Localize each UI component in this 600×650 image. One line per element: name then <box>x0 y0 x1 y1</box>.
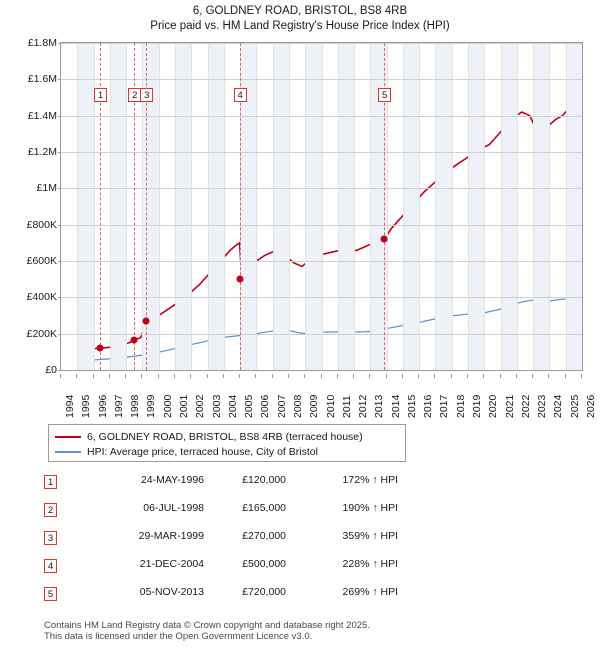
x-tick-label: 2008 <box>291 394 304 418</box>
y-tick-label: £800K <box>26 218 57 231</box>
row-price: £165,000 <box>242 502 286 514</box>
row-badge: 5 <box>44 587 57 601</box>
gridline-vertical <box>549 43 550 370</box>
gridline-vertical <box>159 43 160 370</box>
table-row <box>44 470 444 498</box>
event-marker-dot <box>143 317 150 324</box>
year-band <box>566 43 582 370</box>
gridline-vertical <box>273 43 274 370</box>
row-price: £120,000 <box>242 474 286 486</box>
row-hpi-delta: 228% ↑ HPI <box>342 558 398 570</box>
gridline-vertical <box>305 43 306 370</box>
x-tick-label: 2006 <box>259 394 272 418</box>
title-line-1: 6, GOLDNEY ROAD, BRISTOL, BS8 4RB <box>192 5 408 17</box>
x-tick-mark <box>532 374 533 378</box>
legend-swatch-hpi <box>55 451 81 453</box>
x-tick-label: 1999 <box>145 394 158 418</box>
footer <box>44 620 574 642</box>
gridline-vertical <box>256 43 257 370</box>
table-row <box>44 526 444 554</box>
legend-label-hpi: HPI: Average price, terraced house, City of Bristol <box>87 446 318 458</box>
x-tick-label: 2023 <box>536 394 549 418</box>
gridline-horizontal <box>61 188 582 189</box>
gridline-vertical <box>338 43 339 370</box>
row-price: £500,000 <box>242 558 286 570</box>
plot-area <box>60 42 583 371</box>
year-band <box>208 43 224 370</box>
x-tick-label: 2010 <box>324 394 337 418</box>
gridline-vertical <box>435 43 436 370</box>
x-tick-label: 2012 <box>357 394 370 418</box>
event-marker-badge: 5 <box>378 88 391 102</box>
gridline-vertical <box>468 43 469 370</box>
y-tick-label: £1.6M <box>27 73 57 86</box>
event-marker-badge: 2 <box>128 88 141 102</box>
x-tick-mark <box>207 374 208 378</box>
x-tick-label: 2018 <box>454 394 467 418</box>
x-tick-mark <box>93 374 94 378</box>
y-tick-label: £1.2M <box>27 146 57 158</box>
gridline-vertical <box>501 43 502 370</box>
x-tick-mark <box>174 374 175 378</box>
y-tick-label: £1M <box>36 182 57 195</box>
gridline-horizontal <box>61 334 582 335</box>
x-tick-label: 2019 <box>471 394 484 418</box>
y-tick-label: £600K <box>26 255 57 267</box>
x-tick-mark <box>223 374 224 378</box>
x-tick-label: 2013 <box>373 394 386 418</box>
row-hpi-delta: 172% ↑ HPI <box>342 474 398 486</box>
x-tick-mark <box>548 374 549 378</box>
table-row <box>44 554 444 582</box>
row-badge: 1 <box>44 475 57 489</box>
event-marker-dot <box>97 345 104 352</box>
event-marker-dot <box>131 337 138 344</box>
legend-swatch-property <box>55 436 81 438</box>
legend-label-property: 6, GOLDNEY ROAD, BRISTOL, BS8 4RB (terraced house) <box>87 431 363 443</box>
x-tick-mark <box>483 374 484 378</box>
x-tick-label: 2017 <box>438 394 451 418</box>
x-tick-mark <box>304 374 305 378</box>
year-band <box>305 43 321 370</box>
gridline-vertical <box>566 43 567 370</box>
x-tick-mark <box>516 374 517 378</box>
gridline-vertical <box>191 43 192 370</box>
x-tick-label: 1994 <box>64 394 76 418</box>
x-tick-mark <box>60 374 61 378</box>
gridline-vertical <box>582 43 583 370</box>
x-axis <box>60 374 597 420</box>
x-tick-mark <box>158 374 159 378</box>
gridline-horizontal <box>61 261 582 262</box>
x-tick-mark <box>500 374 501 378</box>
x-tick-label: 2022 <box>519 394 532 418</box>
row-hpi-delta: 190% ↑ HPI <box>342 502 398 514</box>
gridline-horizontal <box>61 43 582 44</box>
x-tick-label: 2021 <box>503 394 516 418</box>
x-tick-mark <box>141 374 142 378</box>
event-marker-badge: 1 <box>94 88 107 102</box>
x-tick-mark <box>451 374 452 378</box>
gridline-vertical <box>110 43 111 370</box>
y-axis <box>0 37 57 376</box>
year-band <box>403 43 419 370</box>
year-band <box>435 43 451 370</box>
gridline-horizontal <box>61 152 582 153</box>
y-tick-label: £1.4M <box>27 109 57 122</box>
year-band <box>273 43 289 370</box>
gridline-vertical <box>484 43 485 370</box>
gridline-vertical <box>289 43 290 370</box>
gridline-vertical <box>77 43 78 370</box>
x-tick-mark <box>369 374 370 378</box>
event-marker-badge: 3 <box>140 88 153 102</box>
row-date: 21-DEC-2004 <box>139 558 204 570</box>
x-tick-mark <box>386 374 387 378</box>
page-title <box>0 4 600 34</box>
row-hpi-delta: 359% ↑ HPI <box>342 530 398 542</box>
row-date: 24-MAY-1996 <box>140 474 204 486</box>
x-tick-label: 2004 <box>226 394 239 418</box>
gridline-vertical <box>403 43 404 370</box>
row-badge: 2 <box>44 503 57 517</box>
table-row <box>44 582 444 610</box>
x-tick-mark <box>434 374 435 378</box>
year-band <box>175 43 191 370</box>
row-date: 05-NOV-2013 <box>139 586 204 598</box>
x-tick-label: 2000 <box>161 394 174 418</box>
x-tick-label: 2009 <box>308 394 321 418</box>
x-tick-label: 1995 <box>80 394 93 418</box>
footer-line-2: This data is licensed under the Open Government Licence v3.0. <box>44 631 313 642</box>
x-tick-label: 2005 <box>243 394 256 418</box>
x-tick-label: 2026 <box>585 394 597 418</box>
year-band <box>77 43 93 370</box>
x-tick-mark <box>272 374 273 378</box>
gridline-vertical <box>322 43 323 370</box>
x-tick-label: 2020 <box>487 394 500 418</box>
year-band <box>533 43 549 370</box>
x-tick-mark <box>288 374 289 378</box>
x-tick-mark <box>565 374 566 378</box>
x-tick-label: 2016 <box>422 394 435 418</box>
gridline-horizontal <box>61 225 582 226</box>
year-band <box>338 43 354 370</box>
row-badge: 4 <box>44 559 57 573</box>
table-row <box>44 498 444 526</box>
y-tick-label: £0 <box>45 364 57 376</box>
x-tick-mark <box>321 374 322 378</box>
gridline-vertical <box>126 43 127 370</box>
x-tick-mark <box>255 374 256 378</box>
row-date: 29-MAR-1999 <box>138 530 204 542</box>
year-band <box>468 43 484 370</box>
x-tick-mark <box>109 374 110 378</box>
x-tick-mark <box>581 374 582 378</box>
x-tick-label: 2014 <box>389 394 402 418</box>
year-band <box>501 43 517 370</box>
x-tick-label: 2002 <box>194 394 207 418</box>
x-tick-label: 1998 <box>129 394 142 418</box>
row-price: £720,000 <box>242 586 286 598</box>
transactions-table <box>44 470 444 610</box>
gridline-vertical <box>533 43 534 370</box>
event-marker-dot <box>381 236 388 243</box>
chart-legend <box>48 424 406 462</box>
gridline-horizontal <box>61 297 582 298</box>
x-tick-label: 1997 <box>112 394 125 418</box>
gridline-vertical <box>208 43 209 370</box>
title-line-2: Price paid vs. HM Land Registry's House Price Index (HPI) <box>150 20 450 32</box>
y-tick-label: £200K <box>26 327 57 340</box>
gridline-vertical <box>370 43 371 370</box>
x-tick-mark <box>418 374 419 378</box>
x-tick-label: 2001 <box>177 394 190 418</box>
x-tick-mark <box>125 374 126 378</box>
x-tick-label: 1996 <box>96 394 109 418</box>
legend-item <box>55 430 399 444</box>
x-tick-mark <box>76 374 77 378</box>
x-tick-label: 2015 <box>405 394 418 418</box>
year-band <box>110 43 126 370</box>
event-marker-dot <box>236 276 243 283</box>
x-tick-label: 2024 <box>552 394 565 418</box>
y-tick-label: £1.8M <box>27 37 57 49</box>
x-tick-mark <box>190 374 191 378</box>
x-tick-mark <box>467 374 468 378</box>
x-tick-mark <box>239 374 240 378</box>
x-tick-mark <box>353 374 354 378</box>
x-tick-label: 2003 <box>210 394 223 418</box>
footer-line-1: Contains HM Land Registry data © Crown copyright and database right 2025. <box>44 620 370 631</box>
gridline-vertical <box>517 43 518 370</box>
gridline-horizontal <box>61 116 582 117</box>
row-price: £270,000 <box>242 530 286 542</box>
x-tick-mark <box>402 374 403 378</box>
row-date: 06-JUL-1998 <box>143 502 204 514</box>
y-tick-label: £400K <box>26 291 57 304</box>
gridline-vertical <box>452 43 453 370</box>
x-tick-label: 2025 <box>568 394 581 418</box>
row-badge: 3 <box>44 531 57 545</box>
x-tick-label: 2011 <box>340 395 353 418</box>
gridline-vertical <box>175 43 176 370</box>
legend-item <box>55 445 399 459</box>
x-tick-label: 2007 <box>275 394 288 418</box>
x-tick-mark <box>337 374 338 378</box>
gridline-vertical <box>419 43 420 370</box>
gridline-horizontal <box>61 79 582 80</box>
gridline-vertical <box>354 43 355 370</box>
gridline-vertical <box>224 43 225 370</box>
row-hpi-delta: 269% ↑ HPI <box>342 586 398 598</box>
event-marker-badge: 4 <box>234 88 247 102</box>
